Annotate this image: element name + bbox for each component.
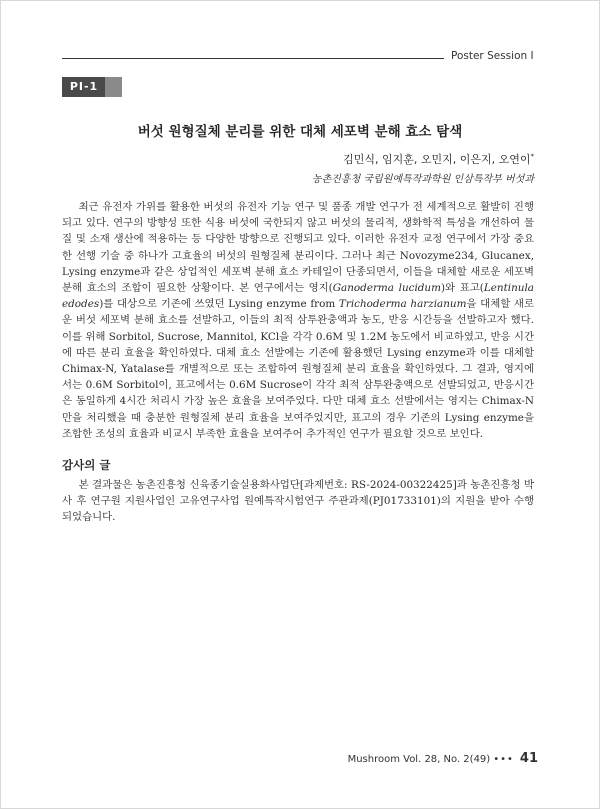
badge-accent: [105, 77, 122, 97]
footer-dots: •••: [493, 754, 514, 765]
abstract-body: [62, 199, 534, 442]
author-names: 김민식, 임지훈, 오민지, 이은지, 오연이: [343, 153, 531, 166]
abstract-paragraph: [62, 199, 534, 442]
abstract-text-4: 을 대체할 새로운 버섯 세포벽 분해 효소를 선발하고, 이들의 최적 삼투완충액과 농도, 반응 시간등을 선발하고자 했다. 이를 위해 Sorbitol, Sucrose, Mannitol, KCl을 각각 0.6M 및 1.2M 농도에서 비교하였고, 반응 시간에 따른 분리 효율을 확인하였다. 대체 효소 선발에는 기존에 활용했던 Lysing enzyme과 이를 대체할 Chimax-N, Yatalase를 개별적으로 또는 조합하여 원형질체 분리 효율을 확인하였다. 그 결과, 영지에서는 0.6M Sorbitol이, 표고에서는 0.6M Sucrose이 각각 최적 삼투완충액으로 선발되었고, 반응시간은 동일하게 4시간 처리시 가장 높은 효율을 보여주었다. 다만 대체 효소 선발에서는 영지는 Chimax-N만을 처리했을 때 충분한 원형질체 분리 효율을 보여주었지만, 표고의 경우 기존의 Lysing enzyme을 조합한 조성의 효율과 비교시 부족한 효율을 보여주어 추가적인 연구가 필요할 것으로 보인다.: [62, 298, 534, 440]
acknowledgement-heading: 감사의 글: [62, 458, 111, 472]
poster-id-label: PⅠ-1: [69, 80, 99, 93]
page-number: 41: [519, 751, 538, 766]
paper-title: 버섯 원형질체 분리를 위한 대체 세포벽 분해 효소 탐색: [137, 124, 463, 140]
page-footer: [348, 751, 538, 766]
species-lentinula: Lentinula edodes: [62, 282, 535, 311]
header-rule: [62, 58, 444, 59]
corresponding-mark: *: [530, 152, 534, 161]
abstract-text-2: )와 표고(: [440, 282, 484, 295]
author-list: [343, 151, 534, 167]
acknowledgement-body: [62, 477, 534, 526]
journal-citation: Mushroom Vol. 28, No. 2(49): [347, 754, 491, 765]
species-trichoderma: Trichoderma harzianum: [338, 298, 467, 311]
abstract-text-1: 최근 유전자 가위를 활용한 버섯의 유전자 기능 연구 및 품종 개발 연구가 전 세계적으로 활발히 진행되고 있다. 연구의 방향성 또한 식용 버섯에 국한되지 않고 버섯의 물리적, 생화학적 특성을 개선하여 물질 및 소재 생산에 적용하는 등 다양한 방향으로 진행되고 있다. 이러한 유전자 교정 연구에서 가장 중요한 선행 기술 중 하나가 고효율의 버섯의 원형질체 분리이다. 그러나 최근 Novozyme234, Glucanex, Lysing enzyme과 같은 상업적인 세포벽 분해 효소 카테일이 단종되면서, 이들을 대체할 새로운 세포벽 분해 효소의 조합이 필요한 상황이다. 본 연구에서는 영지(: [62, 201, 534, 295]
species-ganoderma: Ganoderma lucidum: [332, 282, 441, 295]
session-label: Poster Session Ⅰ: [451, 50, 534, 62]
abstract-text-3: )를 대상으로 기존에 쓰였던 Lysing enzyme from: [99, 298, 339, 311]
acknowledgement-text: 본 결과물은 농촌진흥청 신육종기술실용화사업단[과제번호: RS-2024-00322425]과 농촌진흥청 박사 후 연구원 지원사업인 고유연구사업 원예특작시험연구 주관과제(PJ01733101)의 지원을 받아 수행되었습니다.: [62, 479, 534, 524]
affiliation: 농촌진흥청 국립원예특작과학원 인삼특작부 버섯과: [311, 174, 534, 185]
